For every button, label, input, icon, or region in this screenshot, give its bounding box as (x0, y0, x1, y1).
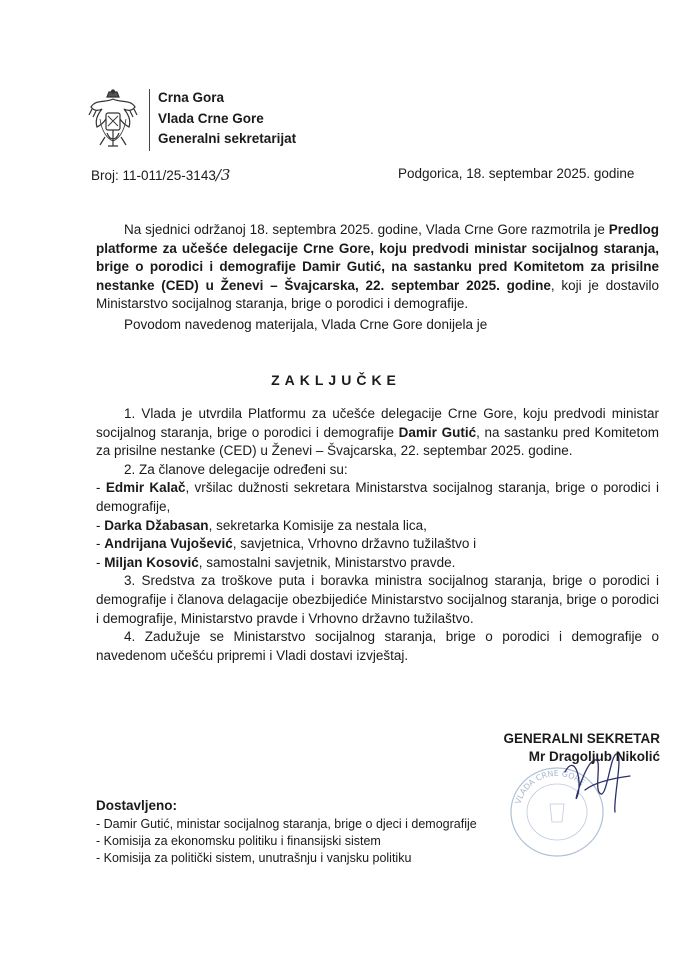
country-name: Crna Gora (158, 90, 225, 105)
document-title: ZAKLJUČKE (271, 372, 401, 388)
header-divider (149, 89, 150, 151)
government-name: Vlada Crne Gore (158, 110, 264, 126)
intro-section (96, 221, 659, 335)
conclusion-1 (96, 405, 659, 461)
member-role: , samostalni savjetnik, Ministarstvo pravde. (198, 554, 456, 570)
coat-of-arms-icon (88, 89, 138, 151)
conclusion-1-text-1: 1. Vlada je utvrdila Platformu za učešće delegacije Crne Gore, koju predvodi ministar socijalnog staranja, brige o porodici i demografije (96, 406, 659, 440)
conclusion-4: 4. Zadužuje se Ministarstvo socijalnog staranja, brige o porodici i demografije o navedenom učešću pripremi i Vladi dostavi izvještaj. (96, 629, 659, 663)
conclusion-3: 3. Sredstva za troškove puta i boravka ministra socijalnog staranja, brige o porodici i demografije i članova delagacije obezbijediće Ministarstvo socijalnog staranja, brige o porodici i demografije, Ministarstvo pravde i Vrhovno državno tužilaštvo. (96, 573, 659, 626)
letterhead (158, 88, 296, 150)
member-item: - Edmir Kalač, vršilac dužnosti sekretara Ministarstva socijalnog staranja, brige o porodici i demografije, (96, 480, 660, 514)
member-role: , sekretarka Komisije za nestala lica, (208, 517, 427, 533)
member-name: Edmir Kalač (105, 480, 186, 496)
delivered-section (96, 798, 477, 867)
intro-text-2: , koji je dostavilo Ministarstvo socijalnog staranja, brige o porodici i demografije. (96, 277, 659, 312)
member-name: Miljan Kosović (104, 554, 199, 570)
office-name: Generalni sekretarijat (158, 131, 297, 146)
signatory-title: GENERALNI SEKRETAR (503, 731, 660, 746)
stamp-text: VLADA CRNE GORE (513, 768, 587, 806)
signatory-name: Mr Dragoljub Nikolić (528, 749, 660, 764)
reference-number: Broj: 11-011/25-3143 (91, 168, 216, 183)
conclusion-1-text-2: , na sastanku pred Komitetom za prisilne nestanke (CED) u Ženevi – Švajcarska, 22. septembar 2025. godine. (96, 424, 660, 459)
delivered-title: Dostavljeno: (96, 798, 178, 813)
signature-block (438, 730, 660, 766)
intro-text-1: Na sjednici održanoj 18. septembra 2025. godine, Vlada Crne Gore razmotrila je (124, 222, 609, 237)
intro-decision-line: Povodom navedenog materijala, Vlada Crne Gore donijela je (124, 316, 488, 332)
member-item: - Darka Džabasan, sekretarka Komisije za nestala lica, (96, 517, 427, 533)
reference-number-line (91, 166, 230, 184)
member-item: - Andrijana Vujošević, savjetnica, Vrhovno državno tužilaštvo i (96, 536, 477, 552)
member-name: Andrijana Vujošević (104, 536, 233, 552)
handwritten-suffix: /3 (215, 166, 231, 184)
delivered-item: - Damir Gutić, ministar socijalnog staranja, brige o djeci i demografije (96, 817, 477, 831)
conclusion-1-bold-name: Damir Gutić (398, 424, 477, 440)
conclusions-section (96, 405, 659, 665)
intro-bold-title: Predlog platforme za učešće delegacije Crne Gore, koju predvodi ministar socijalnog staranja, brige o porodici i demografije Damir Gutić, na sastanku pred Komitetom za prisilne nestanke (CED) u Ženevi – Švajcarska, 22. septembar 2025. godine (96, 222, 659, 293)
member-role: , savjetnica, Vrhovno državno tužilaštvo i (232, 536, 477, 552)
intro-paragraph (96, 221, 659, 314)
delivered-item: - Komisija za politički sistem, unutrašnju i vanjsku politiku (96, 851, 412, 865)
member-role: , vršilac dužnosti sekretara Ministarstva socijalnog staranja, brige o porodici i demografije, (96, 480, 660, 514)
conclusion-2-intro: 2. Za članove delegacije određeni su: (124, 461, 348, 477)
place-date: Podgorica, 18. septembar 2025. godine (398, 166, 635, 181)
member-item: - Miljan Kosović, samostalni savjetnik, Ministarstvo pravde. (96, 554, 456, 570)
member-name: Darka Džabasan (104, 517, 209, 533)
delivered-item: - Komisija za ekonomsku politiku i finansijski sistem (96, 834, 381, 848)
